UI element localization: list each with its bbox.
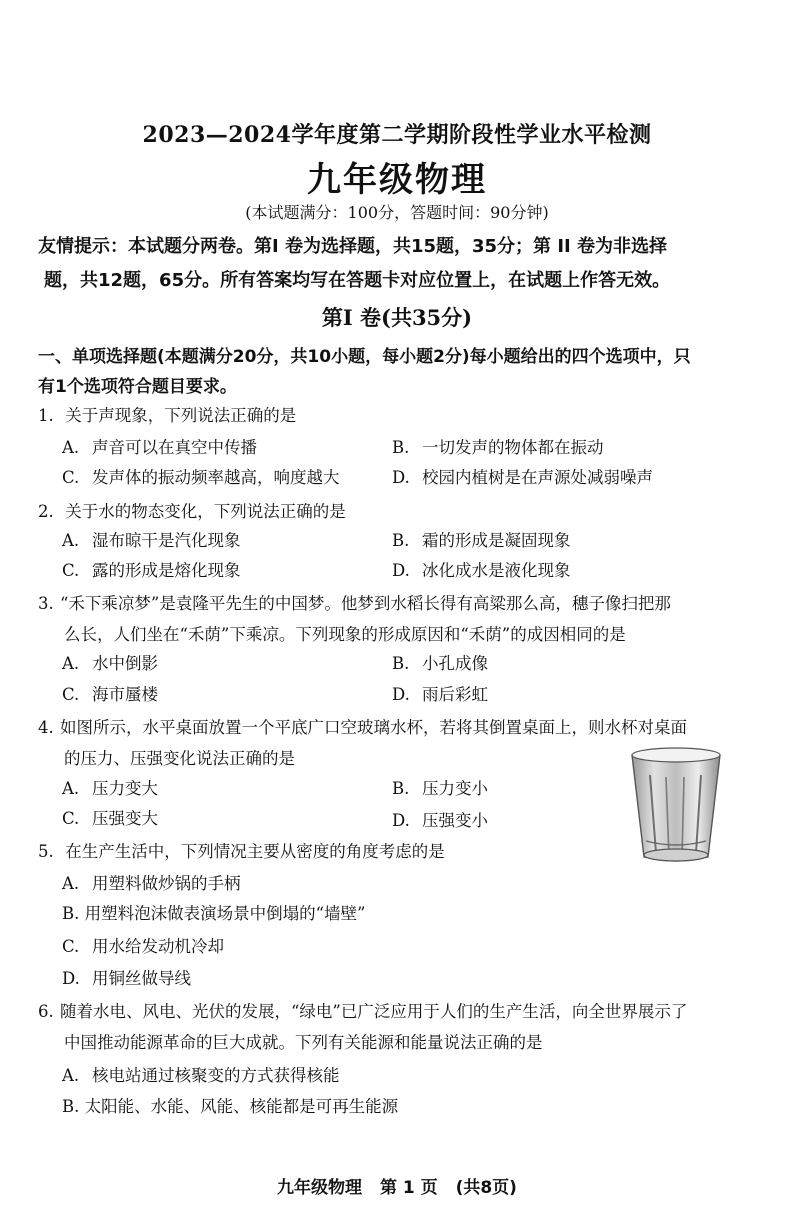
question-number: 2. [38, 502, 54, 521]
question-stem [38, 400, 296, 431]
option-letter: C. [62, 937, 80, 956]
option-letter: D. [392, 685, 410, 704]
option-text: 海市蜃楼 [92, 685, 158, 704]
option-letter: B. [62, 904, 80, 923]
exam-title: 2023—2024学年度第二学期阶段性学业水平检测 [142, 122, 652, 148]
option [62, 650, 158, 678]
question-number: 6. [38, 1002, 54, 1021]
question-text: 的压力、压强变化说法正确的是 [64, 749, 295, 768]
option-letter: A. [62, 1066, 80, 1085]
question-text: 关于声现象，下列说法正确的是 [65, 406, 297, 425]
option [62, 434, 257, 462]
page-footer [0, 1173, 794, 1198]
question-number: 4. [38, 718, 54, 737]
option-text: 压强变大 [92, 809, 158, 828]
option [62, 805, 158, 833]
question-text: 在生产生活中，下列情况主要从密度的角度考虑的是 [65, 842, 445, 861]
option [62, 933, 224, 961]
option-letter: A. [62, 438, 80, 457]
option [392, 464, 653, 492]
option-letter: C. [62, 468, 80, 487]
option [62, 870, 241, 898]
footer-subject: 九年级物理 [277, 1178, 363, 1198]
option [392, 527, 571, 555]
option-letter: D. [392, 468, 410, 487]
part-heading [38, 342, 758, 402]
option [392, 557, 571, 585]
option [392, 807, 488, 835]
option [62, 557, 241, 585]
question-number: 5. [38, 842, 54, 861]
option [62, 527, 241, 555]
option-text: 霜的形成是凝固现象 [422, 531, 571, 550]
option-text: 雨后彩虹 [422, 685, 488, 704]
footer-page-number: 第 1 页 [379, 1178, 438, 1198]
option-text: 压强变小 [422, 811, 488, 830]
part-heading-line: 一、单项选择题(本题满分20分，共10小题，每小题2分)每小题给出的四个选项中，只 [38, 347, 691, 367]
option-text: 压力变小 [422, 779, 488, 798]
option-text: 小孔成像 [422, 654, 488, 673]
question-text: 么长，人们坐在“禾荫”下乘凉。下列现象的形成原因和“禾荫”的成因相同的是 [64, 625, 626, 644]
option-letter: A. [62, 531, 80, 550]
exam-info: (本试题满分：100分，答题时间：90分钟) [245, 203, 549, 222]
question-text: “禾下乘凉梦”是袁隆平先生的中国梦。他梦到水稻长得有高粱那么高，穗子像扫把那 [60, 594, 671, 613]
option-text: 一切发声的物体都在振动 [422, 438, 604, 457]
option-letter: A. [62, 654, 80, 673]
option-text: 用塑料做炒锅的手柄 [92, 874, 241, 893]
option-letter: D. [392, 811, 410, 830]
option [62, 775, 158, 803]
option-letter: D. [62, 969, 80, 988]
option [392, 434, 604, 462]
option-letter: D. [392, 561, 410, 580]
option [392, 775, 488, 803]
option-letter: B. [392, 779, 410, 798]
question-number: 3. [38, 594, 54, 613]
option [62, 900, 366, 928]
option-text: 露的形成是熔化现象 [92, 561, 241, 580]
option [62, 464, 340, 492]
option [392, 681, 488, 709]
option-letter: A. [62, 874, 80, 893]
footer-total-pages: (共8页) [455, 1178, 517, 1198]
question-stem [38, 836, 445, 867]
question-text: 如图所示，水平桌面放置一个平底广口空玻璃水杯，若将其倒置桌面上，则水杯对桌面 [60, 718, 687, 737]
subject-title: 九年级物理 [307, 160, 487, 200]
option [62, 681, 158, 709]
question-stem [38, 588, 766, 650]
tips-line: 友情提示：本试题分两卷。第I 卷为选择题，共15题，35分；第 II 卷为非选择 [38, 236, 667, 257]
option-text: 核电站通过核聚变的方式获得核能 [92, 1066, 340, 1085]
option-text: 用水给发动机冷却 [92, 937, 224, 956]
tips-block [38, 230, 758, 298]
option-letter: B. [62, 1097, 80, 1116]
section-title: 第I 卷(共35分) [321, 305, 473, 330]
tips-line: 题，共12题，65分。所有答案均写在答题卡对应位置上，在试题上作答无效。 [44, 270, 671, 291]
option-text: 用塑料泡沫做表演场景中倒塌的“墙壁” [84, 904, 366, 923]
option-text: 用铜丝做导线 [92, 969, 191, 988]
question-number: 1. [38, 406, 54, 425]
option-letter: B. [392, 438, 410, 457]
option-text: 冰化成水是液化现象 [422, 561, 571, 580]
option-text: 湿布晾干是汽化现象 [92, 531, 241, 550]
option-letter: B. [392, 531, 410, 550]
glass-cup-figure [628, 745, 724, 867]
question-stem [38, 496, 346, 527]
option-text: 声音可以在真空中传播 [92, 438, 257, 457]
option [392, 650, 488, 678]
option [62, 1093, 398, 1121]
question-text: 中国推动能源革命的巨大成就。下列有关能源和能量说法正确的是 [64, 1033, 543, 1052]
option-letter: C. [62, 809, 80, 828]
option-text: 校园内植树是在声源处减弱噪声 [422, 468, 653, 487]
option [62, 1062, 340, 1090]
question-text: 关于水的物态变化，下列说法正确的是 [65, 502, 346, 521]
part-heading-line: 有1个选项符合题目要求。 [38, 377, 237, 397]
question-text: 随着水电、风电、光伏的发展，“绿电”已广泛应用于人们的生产生活，向全世界展示了 [60, 1002, 688, 1021]
question-stem [38, 996, 766, 1058]
option-text: 压力变大 [92, 779, 158, 798]
option-text: 水中倒影 [92, 654, 158, 673]
option-text: 太阳能、水能、风能、核能都是可再生能源 [84, 1097, 399, 1116]
option-letter: C. [62, 685, 80, 704]
option-text: 发声体的振动频率越高，响度越大 [92, 468, 340, 487]
option-letter: A. [62, 779, 80, 798]
option-letter: B. [392, 654, 410, 673]
option-letter: C. [62, 561, 80, 580]
option [62, 965, 191, 993]
